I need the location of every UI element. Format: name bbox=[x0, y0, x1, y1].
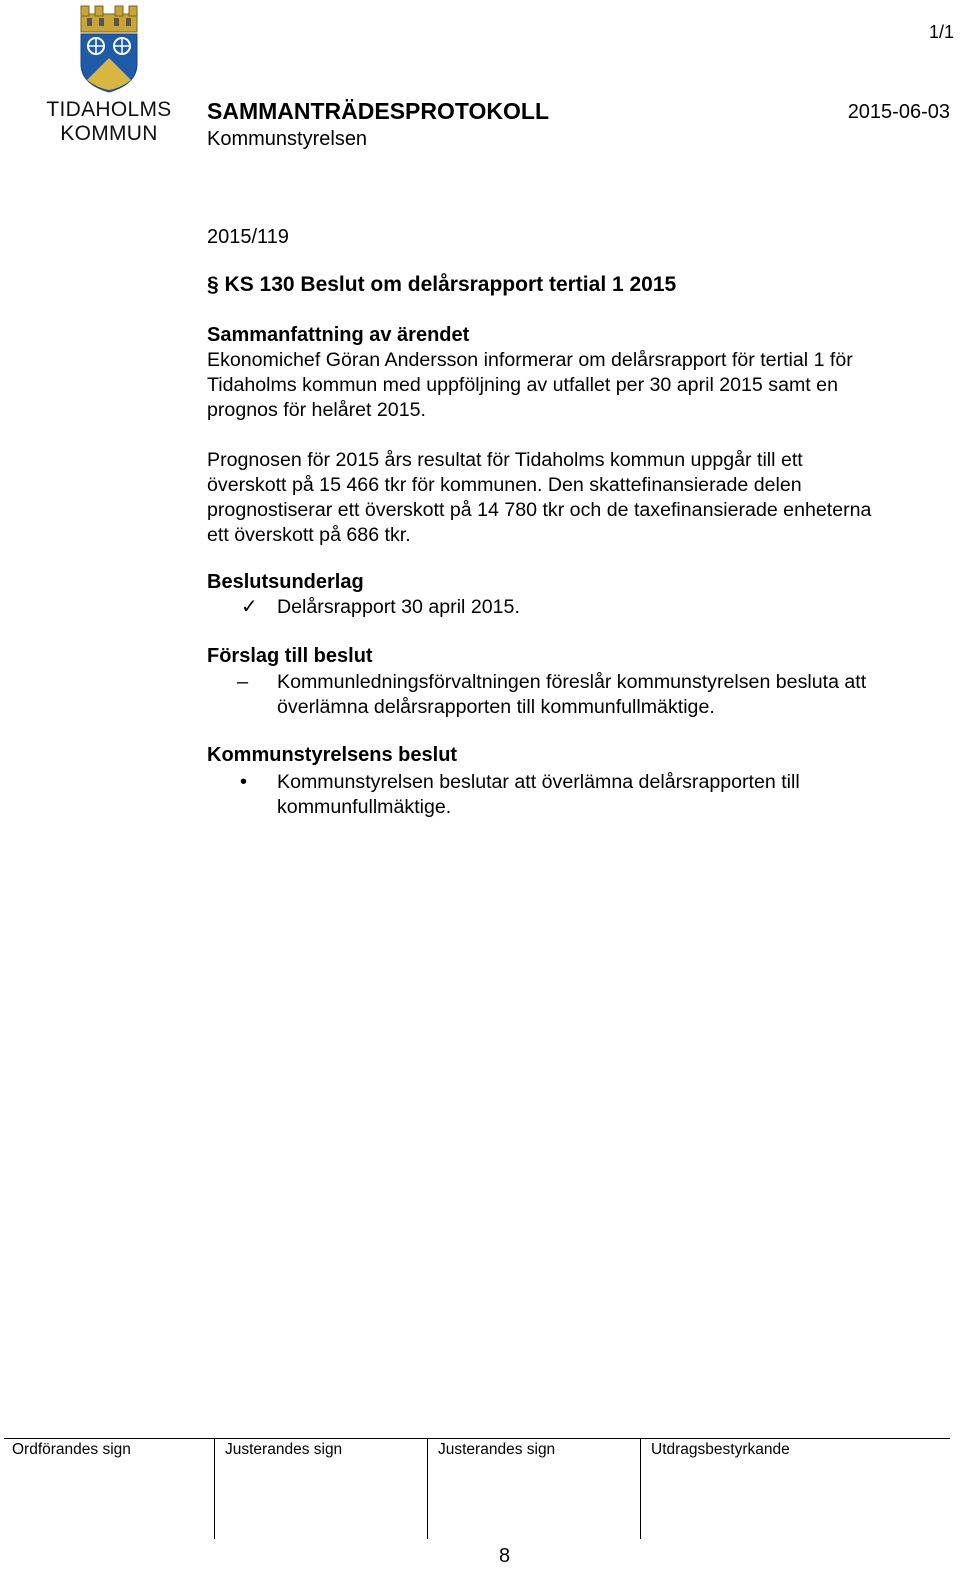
forecast-line: Prognosen för 2015 års resultat för Tidaholms kommun uppgår till ett bbox=[207, 449, 803, 471]
logo-name: TIDAHOLMS bbox=[46, 98, 172, 121]
decision-line: kommunfullmäktige. bbox=[277, 796, 452, 818]
signature-column-divider bbox=[640, 1438, 641, 1539]
section-heading bbox=[207, 273, 676, 297]
decision-item-text bbox=[277, 770, 947, 820]
proposal-section bbox=[207, 644, 947, 669]
signature-column-divider bbox=[214, 1438, 215, 1539]
section-mark: § bbox=[207, 273, 219, 296]
summary-line: Tidaholms kommun med uppföljning av utfallet per 30 april 2015 samt en bbox=[207, 374, 838, 396]
bullet-icon: • bbox=[240, 771, 248, 793]
proposal-line: överlämna delårsrapporten till kommunfullmäktige. bbox=[277, 696, 715, 718]
footer-page-number: 8 bbox=[499, 1545, 511, 1567]
municipality-logo bbox=[36, 4, 182, 146]
logo-subname: KOMMUN bbox=[60, 122, 158, 145]
document-date: 2015-06-03 bbox=[847, 101, 950, 123]
dash-icon: – bbox=[237, 671, 249, 693]
signature-column-label: Ordförandes sign bbox=[12, 1441, 131, 1458]
forecast-line: ett överskott på 686 tkr. bbox=[207, 524, 411, 546]
basis-item-text: Delårsrapport 30 april 2015. bbox=[277, 596, 520, 618]
signature-column-label: Utdragsbestyrkande bbox=[651, 1441, 790, 1458]
summary-heading: Sammanfattning av ärendet bbox=[207, 324, 470, 346]
summary-section bbox=[207, 323, 947, 423]
coat-of-arms-icon bbox=[77, 4, 141, 94]
signature-column-label: Justerandes sign bbox=[438, 1441, 556, 1458]
decision-heading: Kommunstyrelsens beslut bbox=[207, 744, 458, 766]
basis-section bbox=[207, 570, 947, 595]
section-title: KS 130 Beslut om delårsrapport tertial 1 2015 bbox=[224, 273, 677, 296]
proposal-line: Kommunledningsförvaltningen föreslår kommunstyrelsen besluta att bbox=[277, 671, 867, 693]
signature-column-label: Justerandes sign bbox=[225, 1441, 343, 1458]
summary-line: prognos för helåret 2015. bbox=[207, 399, 426, 421]
signature-column-divider bbox=[427, 1438, 428, 1539]
proposal-heading: Förslag till beslut bbox=[207, 645, 373, 667]
case-number: 2015/119 bbox=[207, 226, 289, 248]
forecast-line: överskott på 15 466 tkr för kommunen. Den skattefinansierade delen bbox=[207, 474, 802, 496]
document-title: SAMMANTRÄDESPROTOKOLL bbox=[207, 98, 550, 124]
decision-section bbox=[207, 743, 947, 768]
forecast-paragraph bbox=[207, 448, 947, 548]
check-icon: ✓ bbox=[241, 596, 258, 618]
decision-line: Kommunstyrelsen beslutar att överlämna delårsrapporten till bbox=[277, 771, 800, 793]
page-count: 1/1 bbox=[928, 22, 954, 42]
forecast-line: prognostiserar ett överskott på 14 780 tkr och de taxefinansierade enheterna bbox=[207, 499, 872, 521]
basis-heading: Beslutsunderlag bbox=[207, 571, 364, 593]
summary-line: Ekonomichef Göran Andersson informerar om delårsrapport för tertial 1 för bbox=[207, 349, 853, 371]
proposal-item-text bbox=[277, 670, 947, 720]
document-subtitle: Kommunstyrelsen bbox=[207, 128, 368, 150]
signature-divider bbox=[4, 1438, 950, 1439]
signature-table bbox=[4, 1438, 950, 1538]
